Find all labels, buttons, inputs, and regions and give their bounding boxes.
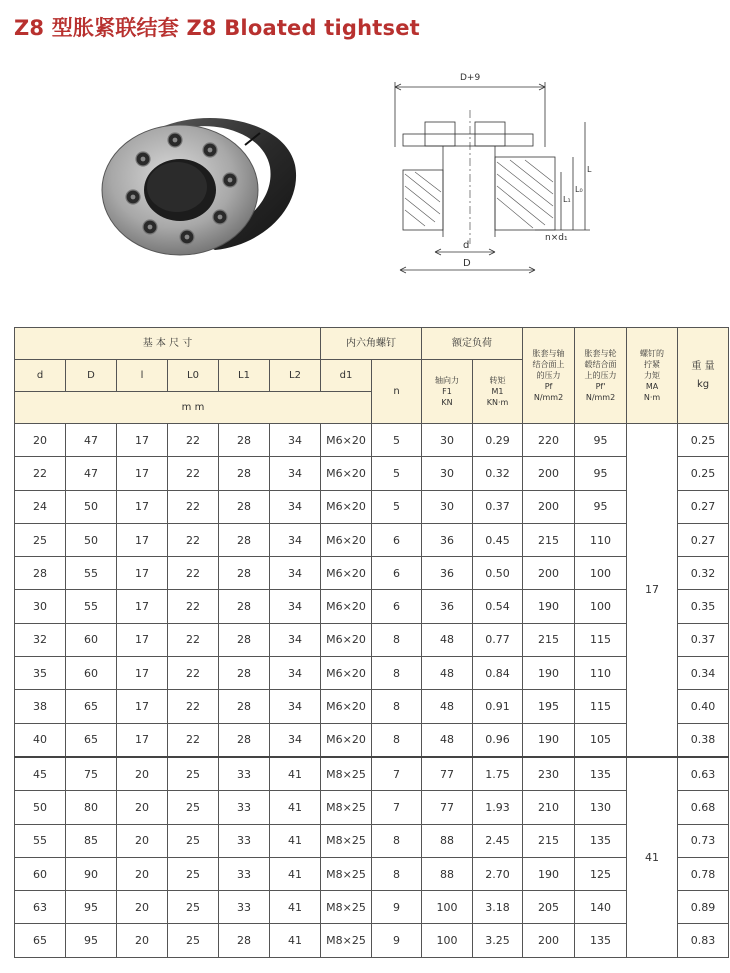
header-d: d [15,360,66,392]
table-row [15,523,729,556]
table-cell: 33 [219,757,270,791]
table-cell: 95 [66,891,117,924]
table-cell: 41 [270,924,321,957]
table-row [15,590,729,623]
header-L1: L1 [219,360,270,392]
header-n: n [372,360,422,424]
table-cell: 135 [575,924,627,957]
table-cell: 22 [168,723,219,757]
table-cell: 8 [372,824,422,857]
table-cell: 88 [422,857,473,890]
table-cell: M8×25 [321,891,372,924]
table-cell: 100 [575,590,627,623]
table-row [15,924,729,957]
table-cell: 50 [66,523,117,556]
table-cell: 3.18 [473,891,523,924]
header-L2: L2 [270,360,321,392]
table-cell: 20 [15,424,66,457]
table-cell: 85 [66,824,117,857]
table-cell: 6 [372,590,422,623]
table-cell: M6×20 [321,657,372,690]
table-cell: 34 [270,490,321,523]
header-unit-mm: m m [15,392,372,424]
header-axial-force: 轴向力 F1 KN [422,360,473,424]
header-hex-screw: 内六角螺钉 [321,328,422,360]
table-cell: 0.54 [473,590,523,623]
table-cell: 33 [219,891,270,924]
table-cell: 47 [66,424,117,457]
table-cell: 0.96 [473,723,523,757]
table-cell: 60 [15,857,66,890]
table-cell: 33 [219,824,270,857]
table-cell: 65 [66,723,117,757]
header-d1: d1 [321,360,372,392]
table-cell: 22 [168,457,219,490]
table-cell: 28 [219,623,270,656]
table-cell: 7 [372,757,422,791]
table-cell: 135 [575,824,627,857]
header-screw-torque: 螺钉的 拧紧 力矩 MA N·m [627,328,678,424]
header-rated-load: 额定负荷 [422,328,523,360]
table-cell: 33 [219,857,270,890]
table-cell: 77 [422,757,473,791]
table-row [15,757,729,791]
table-cell: 41 [270,891,321,924]
table-row [15,657,729,690]
table-cell: 22 [168,557,219,590]
torque-group-cell: 41 [627,757,678,957]
table-row [15,457,729,490]
table-cell: 60 [66,623,117,656]
weight-cell: 0.27 [678,490,729,523]
table-cell: 200 [523,557,575,590]
table-cell: 28 [219,924,270,957]
table-cell: 8 [372,690,422,723]
table-cell: M6×20 [321,523,372,556]
table-cell: 41 [270,857,321,890]
table-cell: 190 [523,857,575,890]
header-basic-dims: 基 本 尺 寸 [15,328,321,360]
table-cell: 28 [219,657,270,690]
table-cell: 34 [270,690,321,723]
table-cell: 48 [422,657,473,690]
table-cell: 36 [422,523,473,556]
table-cell: 32 [15,623,66,656]
table-cell: 34 [270,557,321,590]
table-row [15,557,729,590]
table-cell: 230 [523,757,575,791]
table-cell: 5 [372,424,422,457]
weight-cell: 0.27 [678,523,729,556]
dim-L: L [587,165,592,174]
table-cell: 36 [422,557,473,590]
table-cell: 100 [575,557,627,590]
table-cell: 34 [270,723,321,757]
table-cell: 2.45 [473,824,523,857]
table-cell: 25 [168,757,219,791]
table-row [15,857,729,890]
table-cell: 95 [575,457,627,490]
table-cell: 20 [117,857,168,890]
table-cell: 24 [15,490,66,523]
table-cell: 34 [270,657,321,690]
table-cell: 0.37 [473,490,523,523]
table-cell: 28 [219,723,270,757]
table-cell: 38 [15,690,66,723]
table-cell: 115 [575,690,627,723]
table-cell: 28 [219,590,270,623]
table-cell: 8 [372,657,422,690]
table-cell: 215 [523,523,575,556]
table-cell: 25 [168,791,219,824]
table-cell: 1.75 [473,757,523,791]
table-cell: 195 [523,690,575,723]
header-torque: 转矩 M1 KN·m [473,360,523,424]
header-weight: 重 量 kg [678,328,729,424]
table-cell: 22 [168,490,219,523]
table-cell: 100 [422,891,473,924]
dim-bolt: n×d₁ [545,233,568,243]
table-cell: 34 [270,457,321,490]
table-cell: 17 [117,424,168,457]
table-cell: 17 [117,557,168,590]
table-cell: 115 [575,623,627,656]
table-row [15,623,729,656]
dim-top: D+9 [460,73,481,83]
table-cell: 8 [372,623,422,656]
table-cell: 9 [372,891,422,924]
weight-cell: 0.34 [678,657,729,690]
table-cell: 110 [575,523,627,556]
table-cell: 34 [270,623,321,656]
table-cell: 20 [117,891,168,924]
table-cell: 50 [66,490,117,523]
table-cell: 6 [372,523,422,556]
table-cell: 20 [117,757,168,791]
dim-D: D [463,258,471,269]
table-cell: 34 [270,590,321,623]
table-cell: M6×20 [321,424,372,457]
table-cell: 77 [422,791,473,824]
dim-L1: L₁ [563,195,571,204]
table-cell: 65 [66,690,117,723]
table-cell: 17 [117,523,168,556]
table-cell: 30 [422,457,473,490]
table-cell: 215 [523,824,575,857]
weight-cell: 0.78 [678,857,729,890]
header-L0: L0 [168,360,219,392]
table-cell: 3.25 [473,924,523,957]
table-cell: 22 [168,523,219,556]
table-cell: 22 [168,424,219,457]
table-cell: 25 [15,523,66,556]
table-row [15,424,729,457]
table-cell: 110 [575,657,627,690]
table-cell: 5 [372,490,422,523]
table-cell: 17 [117,590,168,623]
table-cell: 0.91 [473,690,523,723]
table-cell: 28 [15,557,66,590]
header-pressure-hub: 胀套与轮 毂结合面 上的压力 Pf' N/mm2 [575,328,627,424]
table-cell: 50 [15,791,66,824]
table-cell: 22 [168,590,219,623]
torque-group-cell: 17 [627,424,678,757]
table-cell: 6 [372,557,422,590]
table-cell: 75 [66,757,117,791]
table-cell: 125 [575,857,627,890]
table-cell: 25 [168,891,219,924]
table-cell: 48 [422,690,473,723]
table-cell: 205 [523,891,575,924]
table-row [15,891,729,924]
table-cell: 5 [372,457,422,490]
table-cell: 48 [422,623,473,656]
table-cell: M6×20 [321,490,372,523]
table-cell: 55 [15,824,66,857]
table-cell: 34 [270,424,321,457]
table-cell: M8×25 [321,857,372,890]
table-cell: 0.29 [473,424,523,457]
table-cell: 28 [219,424,270,457]
weight-cell: 0.38 [678,723,729,757]
table-cell: 30 [15,590,66,623]
table-cell: 45 [15,757,66,791]
table-cell: 36 [422,590,473,623]
weight-cell: 0.37 [678,623,729,656]
table-cell: 28 [219,690,270,723]
section-drawing [385,62,590,282]
table-cell: 41 [270,757,321,791]
spec-table [14,327,729,958]
table-cell: 190 [523,723,575,757]
table-cell: 7 [372,791,422,824]
table-cell: 55 [66,590,117,623]
table-cell: 17 [117,723,168,757]
table-row [15,490,729,523]
header-D: D [66,360,117,392]
table-cell: 22 [15,457,66,490]
table-cell: 17 [117,623,168,656]
table-cell: M8×25 [321,757,372,791]
table-cell: 140 [575,891,627,924]
table-cell: 9 [372,924,422,957]
table-cell: 17 [117,690,168,723]
table-cell: 130 [575,791,627,824]
page-title: Z8 型胀紧联结套 Z8 Bloated tightset [14,16,420,40]
table-cell: 34 [270,523,321,556]
table-cell: 0.77 [473,623,523,656]
table-cell: 90 [66,857,117,890]
table-cell: 0.32 [473,457,523,490]
weight-cell: 0.68 [678,791,729,824]
table-cell: 17 [117,657,168,690]
table-cell: M6×20 [321,690,372,723]
weight-cell: 0.83 [678,924,729,957]
table-row [15,824,729,857]
weight-cell: 0.35 [678,590,729,623]
table-cell: 25 [168,857,219,890]
table-cell: 60 [66,657,117,690]
table-cell: 20 [117,791,168,824]
table-cell: 28 [219,523,270,556]
table-cell: 2.70 [473,857,523,890]
table-cell: M8×25 [321,924,372,957]
table-cell: 88 [422,824,473,857]
table-cell: 0.50 [473,557,523,590]
table-body [15,424,729,958]
table-cell: 63 [15,891,66,924]
table-cell: 41 [270,791,321,824]
table-cell: 28 [219,557,270,590]
weight-cell: 0.25 [678,424,729,457]
table-cell: 0.45 [473,523,523,556]
table-cell: 20 [117,924,168,957]
table-cell: 95 [575,424,627,457]
product-photo [95,105,305,260]
table-cell: 17 [117,490,168,523]
table-cell: 200 [523,457,575,490]
table-cell: 135 [575,757,627,791]
table-cell: M6×20 [321,590,372,623]
table-cell: 210 [523,791,575,824]
weight-cell: 0.63 [678,757,729,791]
table-cell: 200 [523,490,575,523]
table-cell: 30 [422,424,473,457]
table-cell: 8 [372,857,422,890]
table-cell: M6×20 [321,623,372,656]
table-cell: 28 [219,490,270,523]
table-cell: 0.84 [473,657,523,690]
table-cell: 35 [15,657,66,690]
table-cell: 47 [66,457,117,490]
table-cell: 105 [575,723,627,757]
header-l: l [117,360,168,392]
table-row [15,791,729,824]
table-cell: M8×25 [321,824,372,857]
table-cell: 1.93 [473,791,523,824]
table-cell: M6×20 [321,723,372,757]
header-pressure-shaft: 胀套与轴 结合面上 的压力 Pf N/mm2 [523,328,575,424]
table-cell: 200 [523,924,575,957]
weight-cell: 0.73 [678,824,729,857]
table-cell: 100 [422,924,473,957]
weight-cell: 0.25 [678,457,729,490]
weight-cell: 0.40 [678,690,729,723]
table-cell: M6×20 [321,457,372,490]
table-cell: 22 [168,623,219,656]
table-cell: 8 [372,723,422,757]
table-cell: 190 [523,657,575,690]
table-cell: 65 [15,924,66,957]
table-cell: 25 [168,924,219,957]
weight-cell: 0.32 [678,557,729,590]
table-cell: 30 [422,490,473,523]
table-cell: M8×25 [321,791,372,824]
table-cell: 215 [523,623,575,656]
table-cell: 33 [219,791,270,824]
table-cell: 55 [66,557,117,590]
table-cell: 25 [168,824,219,857]
table-row [15,690,729,723]
table-cell: M6×20 [321,557,372,590]
table-cell: 41 [270,824,321,857]
table-cell: 95 [575,490,627,523]
dim-L0: L₀ [575,185,583,194]
table-cell: 95 [66,924,117,957]
table-cell: 22 [168,657,219,690]
table-cell: 17 [117,457,168,490]
table-cell: 190 [523,590,575,623]
table-cell: 20 [117,824,168,857]
dim-d: d [463,240,470,251]
table-cell: 40 [15,723,66,757]
table-cell: 22 [168,690,219,723]
table-cell: 28 [219,457,270,490]
weight-cell: 0.89 [678,891,729,924]
table-cell: 48 [422,723,473,757]
table-row [15,723,729,757]
table-cell: 220 [523,424,575,457]
table-cell: 80 [66,791,117,824]
